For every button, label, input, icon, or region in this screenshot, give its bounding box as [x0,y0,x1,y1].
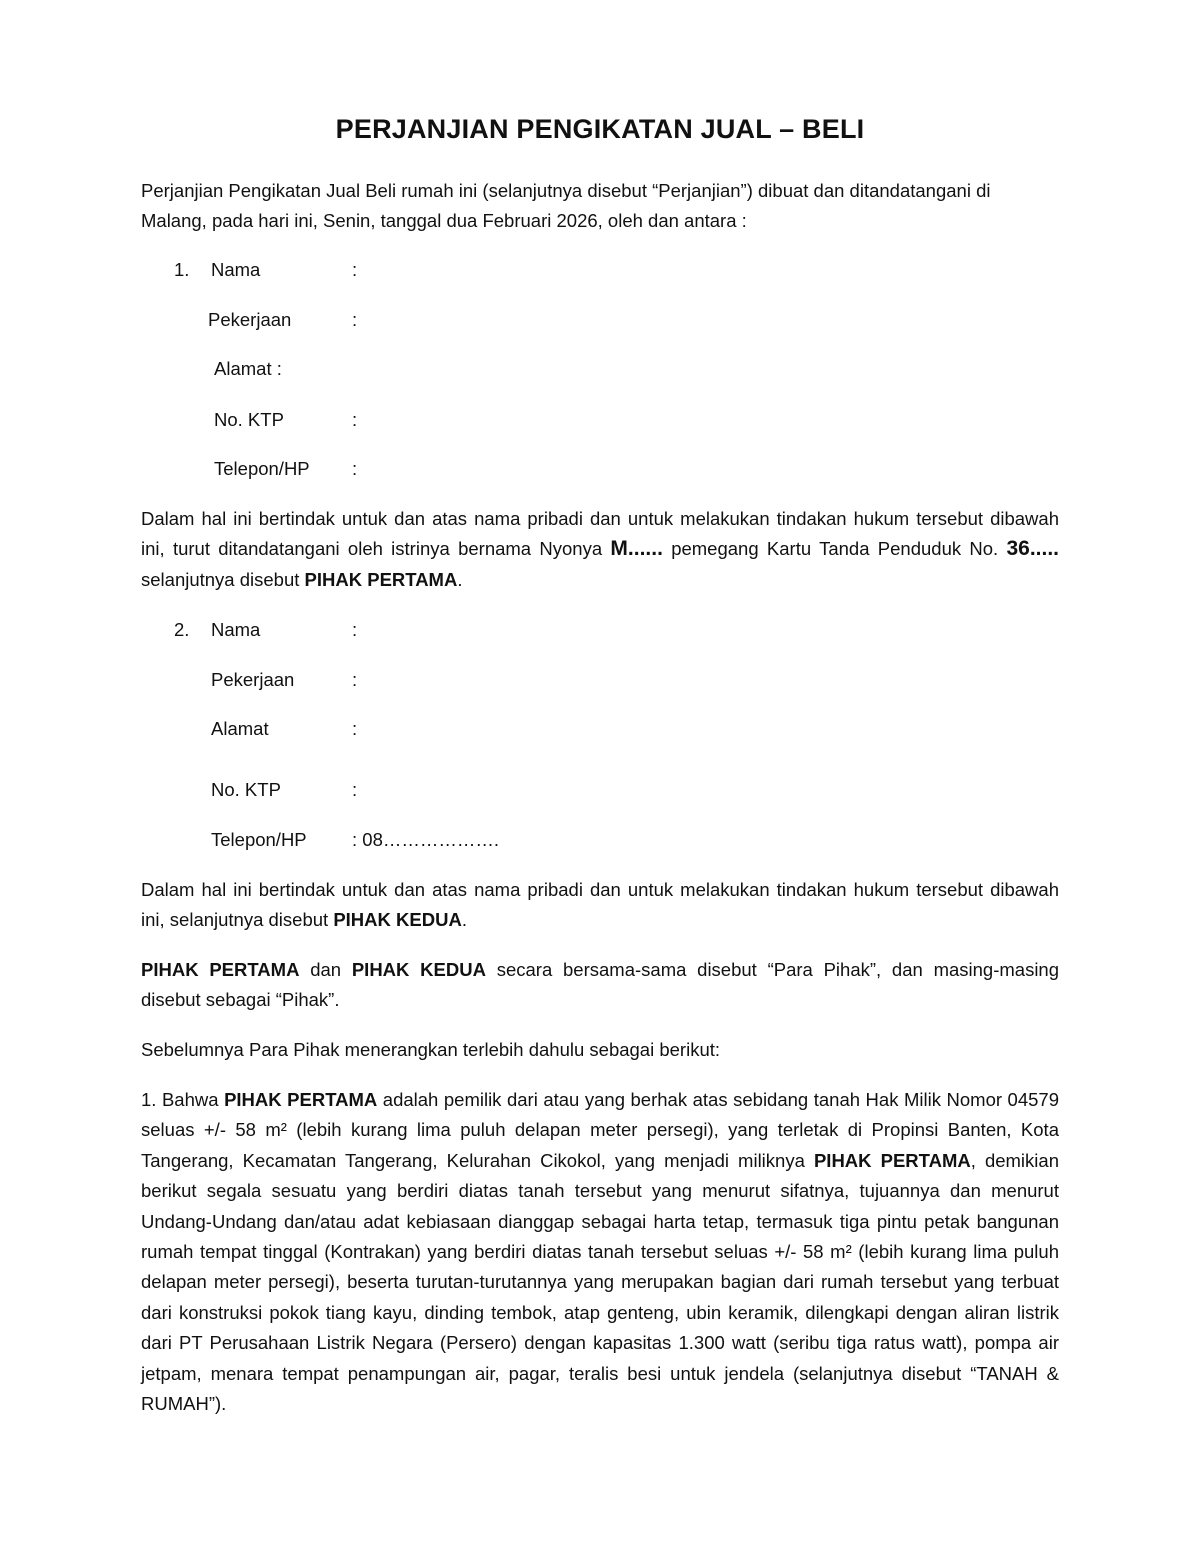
party1-number: 1. [174,259,190,280]
parties-rest: secara bersama-sama disebut “Para Pihak”, dan masing-masing disebut sebagai “Pihak”. [141,959,1060,1011]
party1-statement-end: . [457,568,463,590]
recital-intro: Sebelumnya Para Pihak menerangkan terlebih dahulu sebagai berikut: [141,1039,721,1060]
party1-address-label: Alamat : [214,358,282,379]
parties-paragraph [141,955,1059,1016]
party2-statement-end: . [461,909,467,931]
party1-occupation-colon: : [352,309,358,330]
party2-statement-text: Dalam hal ini bertindak untuk dan atas nama pribadi dan untuk melakukan tindakan hukum tersebut dibawah ini, selanjutnya disebut [141,879,1059,931]
intro-paragraph: Perjanjian Pengikatan Jual Beli rumah ini (selanjutnya disebut “Perjanjian”) dibuat dan ditandatangani di Malang, pada hari ini, Senin, tanggal dua Februari 2026, oleh dan antara : [141,180,991,232]
party1-name-label: Nama [211,259,261,280]
party1-occupation-label: Pekerjaan [208,309,292,330]
party2-name-label: Nama [211,619,261,640]
document-title: PERJANJIAN PENGIKATAN JUAL – BELI [335,114,865,144]
party1-statement-text-1: Dalam hal ini bertindak untuk dan atas nama pribadi dan untuk melakukan tindakan hukum tersebut dibawah ini, turut ditandatangani oleh istrinya bernama Nyonya [141,508,1059,560]
party2-ktp-colon: : [352,779,358,800]
party1-ktp-colon: : [352,409,358,430]
party2-occupation-label: Pekerjaan [211,669,295,690]
recital-1-text-1: adalah pemilik dari atau yang berhak atas sebidang tanah Hak Milik Nomor 04579 seluas +/- 58 m² (lebih kurang lima puluh delapan meter persegi), yang terletak di Propinsi Banten, Kota Tangerang, Kecamatan Tangerang, Kelurahan Cikokol, yang menjadi miliknya [141,1089,1059,1171]
recital-1 [141,1085,1059,1419]
party2-role: PIHAK KEDUA [333,909,462,931]
recital-1-text-2: , demikian berikut segala sesuatu yang berdiri diatas tanah tersebut yang menurut sifatnya, tujuannya dan menurut Undang-Undang dan/atau adat kebiasaan dianggap sebagai harta tetap, termasuk tiga pintu petak bangunan rumah tempat tinggal (Kontrakan) yang berdiri diatas tanah tersebut seluas +/- 58 m² (lebih kurang lima puluh delapan meter persegi), beserta turutan-turutannya yang merupakan bagian dari rumah tersebut yang terbuat dari konstruksi pokok tiang kayu, dinding tembok, atap genteng, ubin keramik, dilengkapi dengan aliran listrik dari PT Perusahaan Listrik Negara (Persero) dengan kapasitas 1.300 watt (seribu tiga ratus watt), pompa air jetpam, menara tempat penampungan air, pagar, teralis besi untuk jendela (selanjutnya disebut “TANAH & RUMAH”). [141,1149,1059,1415]
party2-phone-value: : 08………………. [352,829,499,850]
parties-and: dan [299,959,352,980]
party1-statement-text-2: pemegang Kartu Tanda Penduduk No. [662,538,1007,560]
party2-address-colon: : [352,718,358,739]
parties-role2: PIHAK KEDUA [351,959,486,980]
recital-1-role2: PIHAK PERTAMA [813,1149,971,1171]
party1-phone-colon: : [352,458,358,479]
party1-ktp-label: No. KTP [214,409,284,430]
parties-role1: PIHAK PERTAMA [141,959,300,980]
recital-1-lead: 1. Bahwa [141,1089,225,1110]
party2-number: 2. [174,619,190,640]
party2-phone-label: Telepon/HP [211,829,307,850]
party1-statement [141,504,1059,595]
party2-ktp-label: No. KTP [211,779,281,800]
party1-statement-text-3: selanjutnya disebut [141,568,305,590]
party2-statement [141,875,1059,936]
party1-role: PIHAK PERTAMA [304,568,458,590]
party1-phone-label: Telepon/HP [214,458,310,479]
party2-name-colon: : [352,619,358,640]
party2-address-label: Alamat [211,718,269,739]
party1-name-colon: : [352,259,358,280]
recital-1-role1: PIHAK PERTAMA [224,1089,378,1110]
party1-ktp-number: 36..... [1006,537,1060,561]
party2-occupation-colon: : [352,669,358,690]
party1-wife-name: M...... [610,537,663,561]
